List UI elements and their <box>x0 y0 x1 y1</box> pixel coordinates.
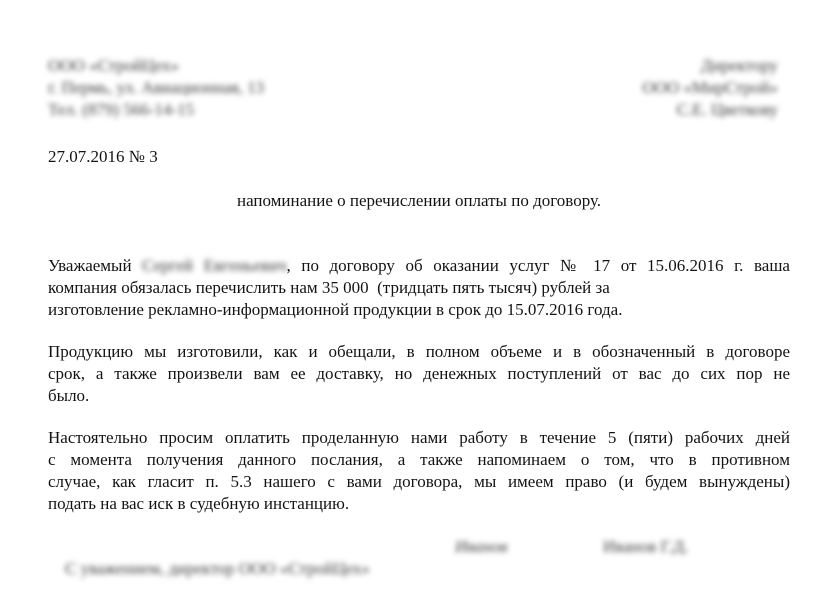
letterhead <box>48 55 790 121</box>
recipient-position: Директору <box>700 56 778 75</box>
sender-address: г. Пермь, ул. Авиационная, 13 <box>48 78 265 97</box>
signature-closing: С уважением, директор ООО «СтройЦех» <box>65 559 370 578</box>
date-number: 27.07.2016 № 3 <box>48 147 158 166</box>
paragraph-2 <box>48 341 790 407</box>
paragraph-3-line-1: Настоятельно просим оплатить проделанную нами работу в течение 5 (пяти) рабочих дней <box>48 428 790 447</box>
recipient-block <box>642 55 790 121</box>
paragraph-1-line-1 <box>48 255 790 277</box>
recipient-name: С.Е. Цветкову <box>676 100 778 119</box>
blurred-addressee-name: Сергей Евгеньевич <box>142 256 287 275</box>
paragraph-2-line-1: Продукцию мы изготовили, как и обещали, в полном объеме и в обозначенный в договоре <box>48 342 790 361</box>
paragraph-2-line-2: срок, а также произвели вам ее доставку, но денежных поступлений от вас до сих пор не <box>48 364 790 383</box>
recipient-company: ООО «МирСтрой» <box>642 78 778 97</box>
paragraph-3-line-2: с момента получения данного послания, а также напоминаем о том, что в противном <box>48 450 790 469</box>
paragraph-3-line-3: случае, как гласит п. 5.3 нашего с вами договора, мы имеем право (и будем вынуждены) <box>48 472 790 491</box>
sender-company: ООО «СтройЦех» <box>48 56 180 75</box>
letter-title: напоминание о перечислении оплаты по договору. <box>236 191 602 210</box>
paragraph-3-line-4: подать на вас иск в судебную инстанцию. <box>48 494 350 513</box>
sender-block <box>48 55 264 121</box>
paragraph-1-line-3: изготовление рекламно-информационной продукции в срок до 15.07.2016 года. <box>48 300 623 319</box>
signature-autograph: Иванов <box>455 537 508 556</box>
salutation-suffix: , по договору об оказании услуг № 17 от 15.06.2016 г. ваша <box>286 256 790 275</box>
paragraph-1-line-2: компания обязалась перечислить нам 35 000 (тридцать пять тысяч) рублей за <box>48 278 610 297</box>
signature-row <box>48 536 790 578</box>
signature-name: Иванов Г.Д. <box>603 537 689 556</box>
salutation-prefix: Уважаемый <box>48 256 143 275</box>
paragraph-2-line-3: было. <box>48 386 90 405</box>
paragraph-3 <box>48 427 790 515</box>
paragraph-1 <box>48 255 790 321</box>
sender-phone: Тел. (879) 566-14-15 <box>48 100 195 119</box>
